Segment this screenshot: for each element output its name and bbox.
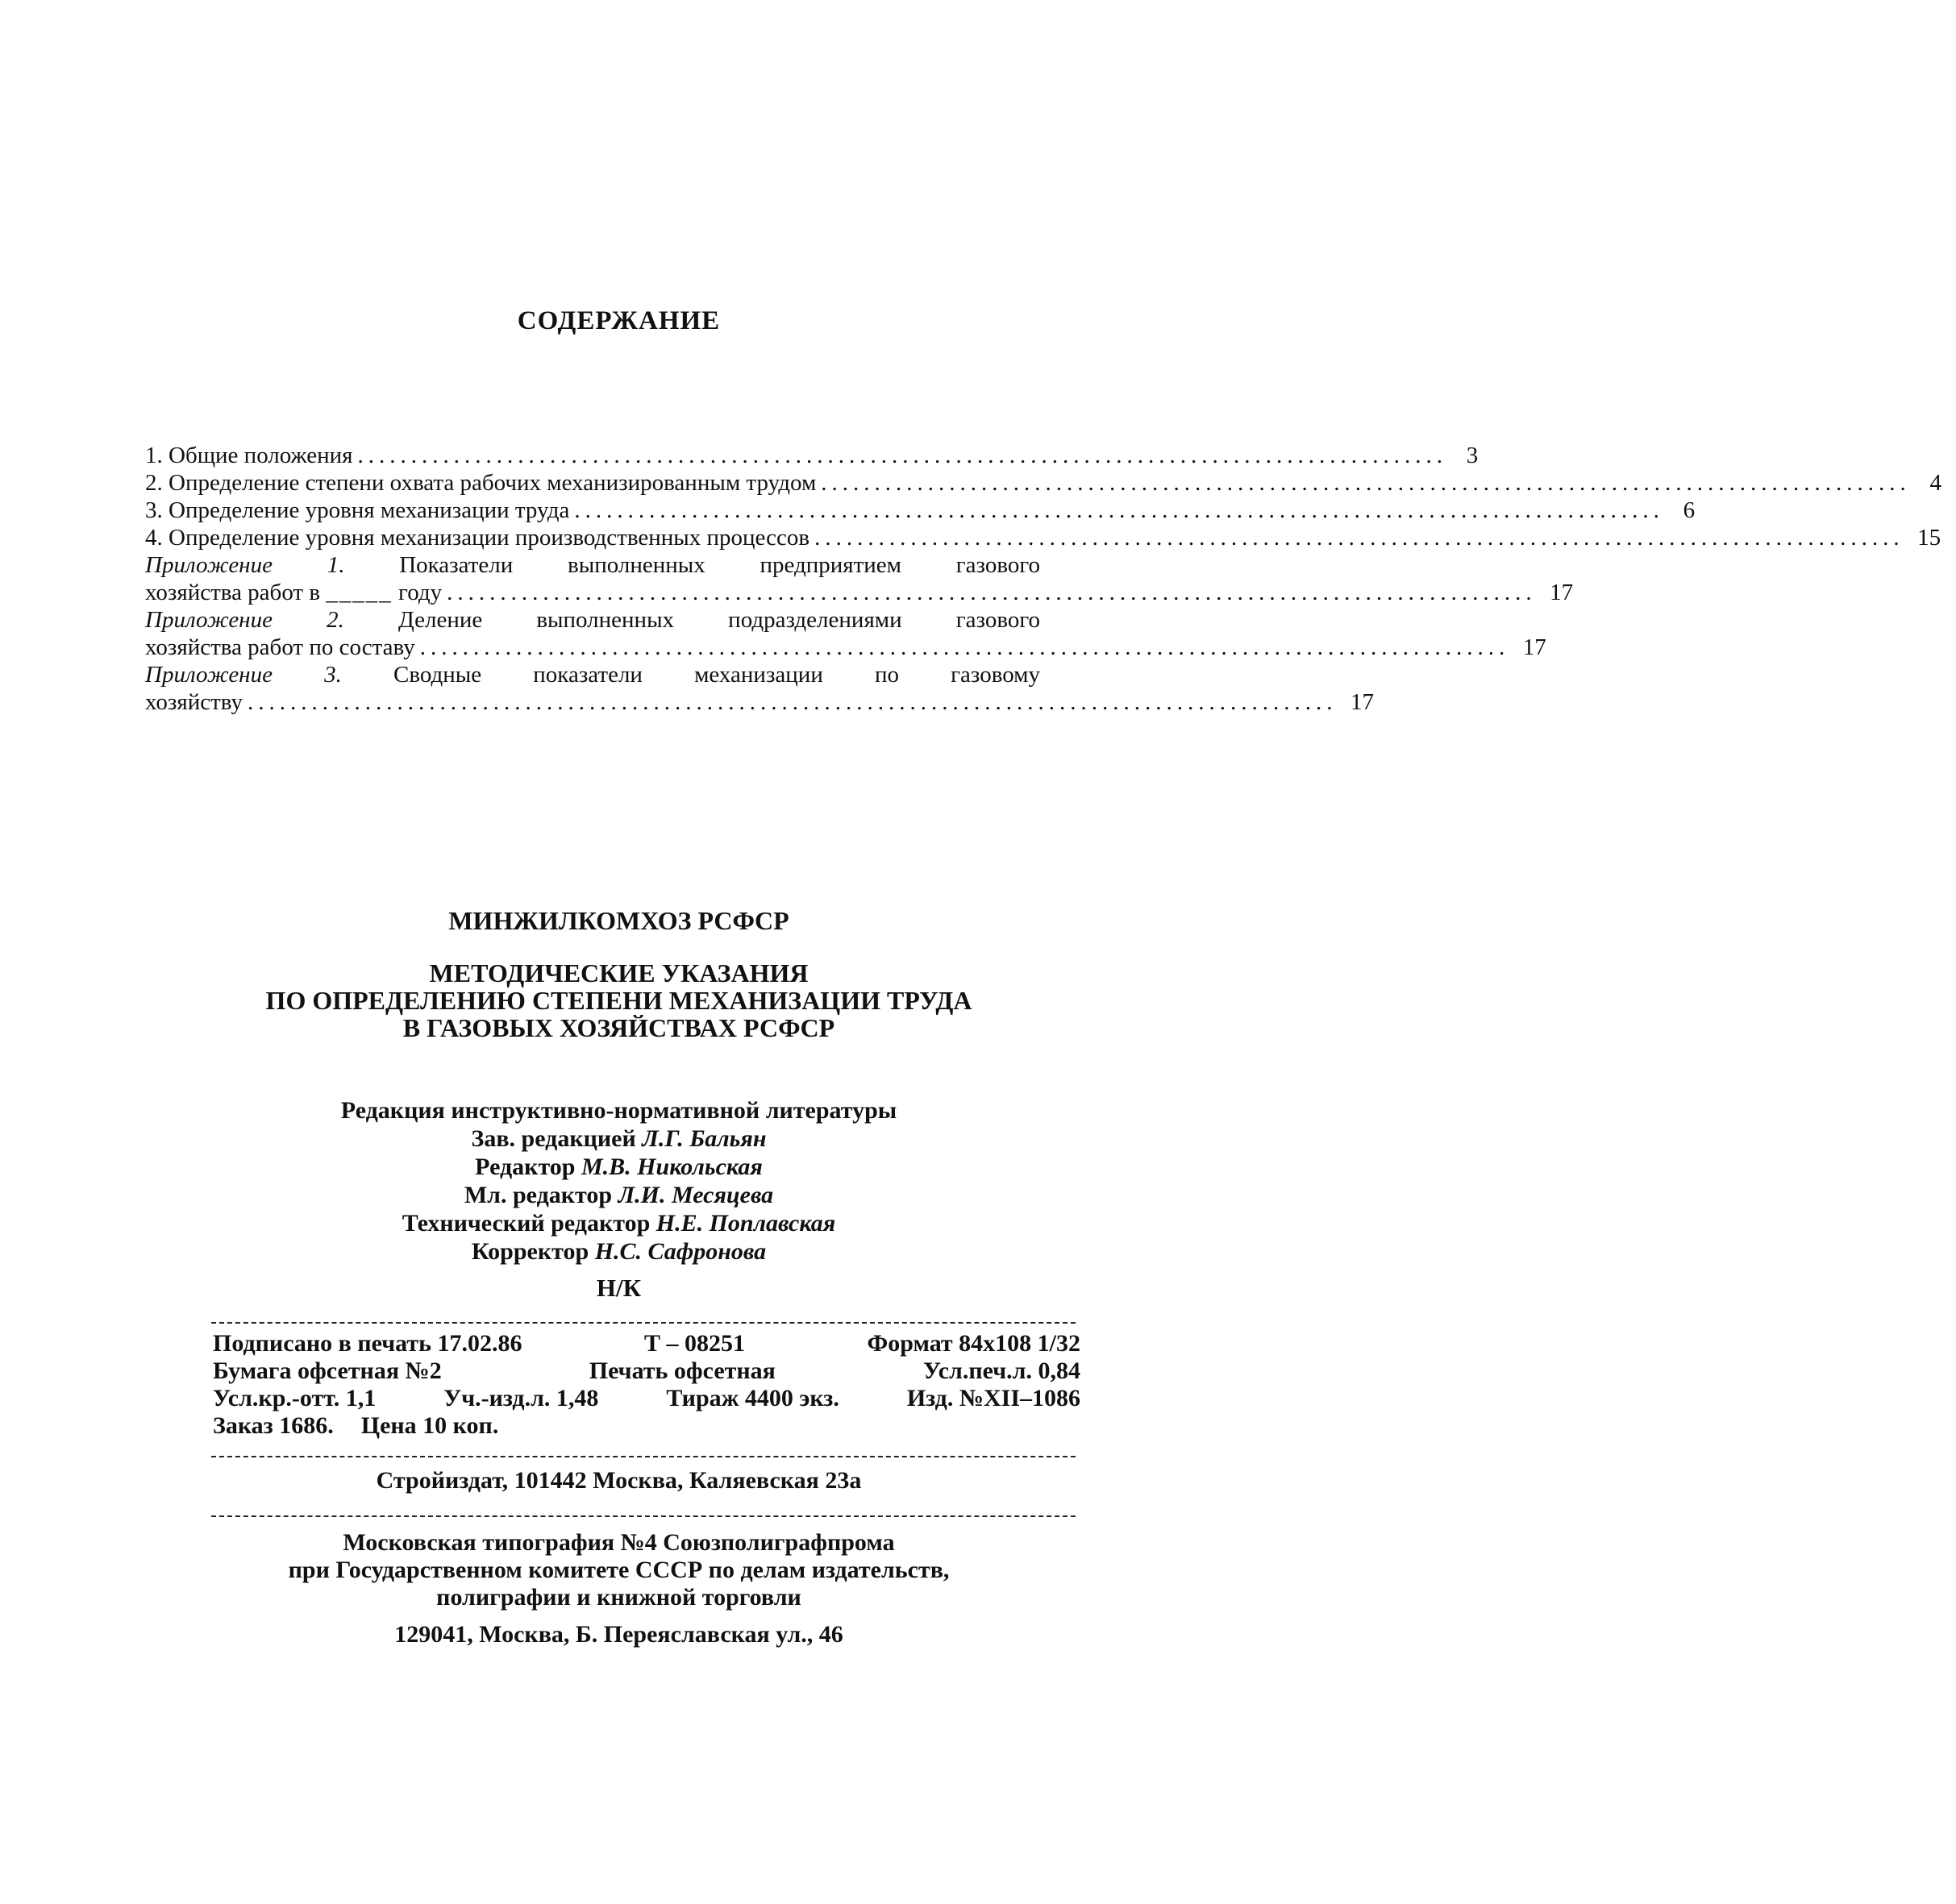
credit-role: Корректор — [471, 1238, 589, 1265]
toc-item-text: 3. Определение уровня механизации труда — [145, 497, 570, 523]
title-line: В ГАЗОВЫХ ХОЗЯЙСТВАХ РСФСР — [402, 1013, 835, 1042]
dot-leader: ...................................................................................................... — [419, 634, 1510, 660]
toc-item-text: 2. Определение степени охвата рабочих механизированным трудом — [145, 470, 817, 496]
printer-line: полиграфии и книжной торговли — [436, 1584, 801, 1611]
order-number: Заказ 1686. — [213, 1412, 334, 1439]
toc-item-page: 15 — [1917, 525, 1941, 551]
circulation: Тираж 4400 экз. — [666, 1385, 839, 1411]
printing: Печать офсетная — [589, 1357, 776, 1384]
appendix-title-line2: хозяйству — [145, 689, 243, 715]
toc-item-page: 3 — [1466, 443, 1479, 468]
dot-leader: ...................................................................................................... — [821, 470, 1911, 496]
dot-leader: ...................................................................................................... — [574, 497, 1664, 523]
appendix-title-line1: Показатели выполненных предприятием газового — [399, 552, 1040, 578]
publisher: Стройиздат, 101442 Москва, Каляевская 23а — [376, 1467, 862, 1494]
publ-sheets: Уч.-изд.л. 1,48 — [443, 1385, 599, 1411]
toc-item — [145, 442, 1479, 469]
toc-item — [145, 469, 1942, 497]
appendix-title-line2: хозяйства работ по составу — [145, 634, 415, 660]
year-blank: _____ — [326, 580, 393, 605]
divider — [211, 1515, 1076, 1517]
toc-item-text: 1. Общие положения — [145, 443, 353, 468]
printer-address: 129041, Москва, Б. Переяславская ул., 46 — [394, 1621, 843, 1648]
editorial-credits — [0, 1096, 1238, 1266]
color-prints: Усл.кр.-отт. 1,1 — [213, 1385, 377, 1411]
toc-item-page: 17 — [1550, 580, 1574, 605]
credit-role: Технический редактор — [402, 1210, 651, 1237]
toc-item-page: 4 — [1929, 470, 1942, 496]
toc-item — [145, 524, 1941, 551]
dot-leader: ...................................................................................................... — [357, 443, 1447, 468]
spec-row — [213, 1412, 1080, 1440]
toc-appendix-3 — [145, 661, 1374, 716]
spec-row — [213, 1385, 1080, 1412]
editorial-office: Редакция инструктивно-нормативной литературы — [340, 1097, 897, 1124]
credit-role: Редактор — [475, 1154, 576, 1180]
spec-row — [213, 1357, 1080, 1385]
dot-leader: ...................................................................................................... — [447, 580, 1537, 605]
print-specs — [213, 1330, 1080, 1440]
document-title — [0, 959, 1238, 1041]
title-line: МЕТОДИЧЕСКИЕ УКАЗАНИЯ — [429, 958, 809, 987]
toc-item — [145, 497, 1696, 524]
appendix-label: Приложение 3. — [145, 662, 342, 688]
toc-item-page: 6 — [1683, 497, 1696, 523]
credit-role: Зав. редакцией — [471, 1125, 636, 1152]
credit-line — [0, 1125, 1238, 1153]
signed-date: Подписано в печать 17.02.86 — [213, 1330, 522, 1357]
credit-role: Мл. редактор — [464, 1182, 613, 1208]
toc-item-page: 17 — [1522, 634, 1546, 660]
appendix-label: Приложение 1. — [145, 552, 345, 578]
toc-appendix-2 — [145, 606, 1546, 661]
appendix-label: Приложение 2. — [145, 607, 344, 633]
divider — [211, 1322, 1076, 1324]
nk-mark: Н/К — [596, 1274, 642, 1302]
appendix-title-line1: Деление выполненных подразделениями газового — [397, 607, 1040, 633]
paper: Бумага офсетная №2 — [213, 1357, 442, 1384]
credit-name: Л.И. Месяцева — [618, 1182, 774, 1208]
credit-line — [0, 1181, 1238, 1209]
print-sheets: Усл.печ.л. 0,84 — [922, 1357, 1080, 1384]
spec-row — [213, 1330, 1080, 1357]
printer-line: при Государственном комитете СССР по делам издательств, — [288, 1557, 950, 1583]
toc-item-page: 17 — [1350, 689, 1374, 715]
credit-line — [0, 1237, 1238, 1266]
dot-leader: ...................................................................................................... — [247, 689, 1338, 715]
format: Формат 84х108 1/32 — [867, 1330, 1080, 1357]
credit-name: Н.Е. Поплавская — [655, 1210, 836, 1237]
title-line: ПО ОПРЕДЕЛЕНИЮ СТЕПЕНИ МЕХАНИЗАЦИИ ТРУДА — [265, 986, 972, 1015]
plan-number: Т – 08251 — [643, 1330, 745, 1357]
divider — [211, 1456, 1076, 1457]
toc-item-text: 4. Определение уровня механизации производственных процессов — [145, 525, 810, 551]
appendix-title-line1: Сводные показатели механизации по газовому — [393, 662, 1040, 688]
toc-title: СОДЕРЖАНИЕ — [517, 306, 721, 335]
printer-line: Московская типография №4 Союзполиграфпрома — [343, 1529, 895, 1556]
credit-line — [0, 1153, 1238, 1181]
printer-info — [0, 1529, 1238, 1648]
appendix-title-line2-end: году — [398, 580, 443, 605]
credit-name: Н.С. Сафронова — [594, 1238, 767, 1265]
appendix-title-line2: хозяйства работ в — [145, 580, 321, 605]
toc-appendix-1 — [145, 551, 1574, 606]
publ-number: Изд. №XII–1086 — [906, 1385, 1080, 1411]
dot-leader: ...................................................................................................... — [814, 525, 1904, 551]
ministry-name: МИНЖИЛКОМХОЗ РСФСР — [448, 906, 789, 935]
credit-line — [0, 1209, 1238, 1237]
price: Цена 10 коп. — [360, 1412, 499, 1439]
credit-name: М.В. Никольская — [581, 1154, 763, 1180]
credit-name: Л.Г. Бальян — [642, 1125, 767, 1152]
table-of-contents — [145, 442, 1942, 716]
